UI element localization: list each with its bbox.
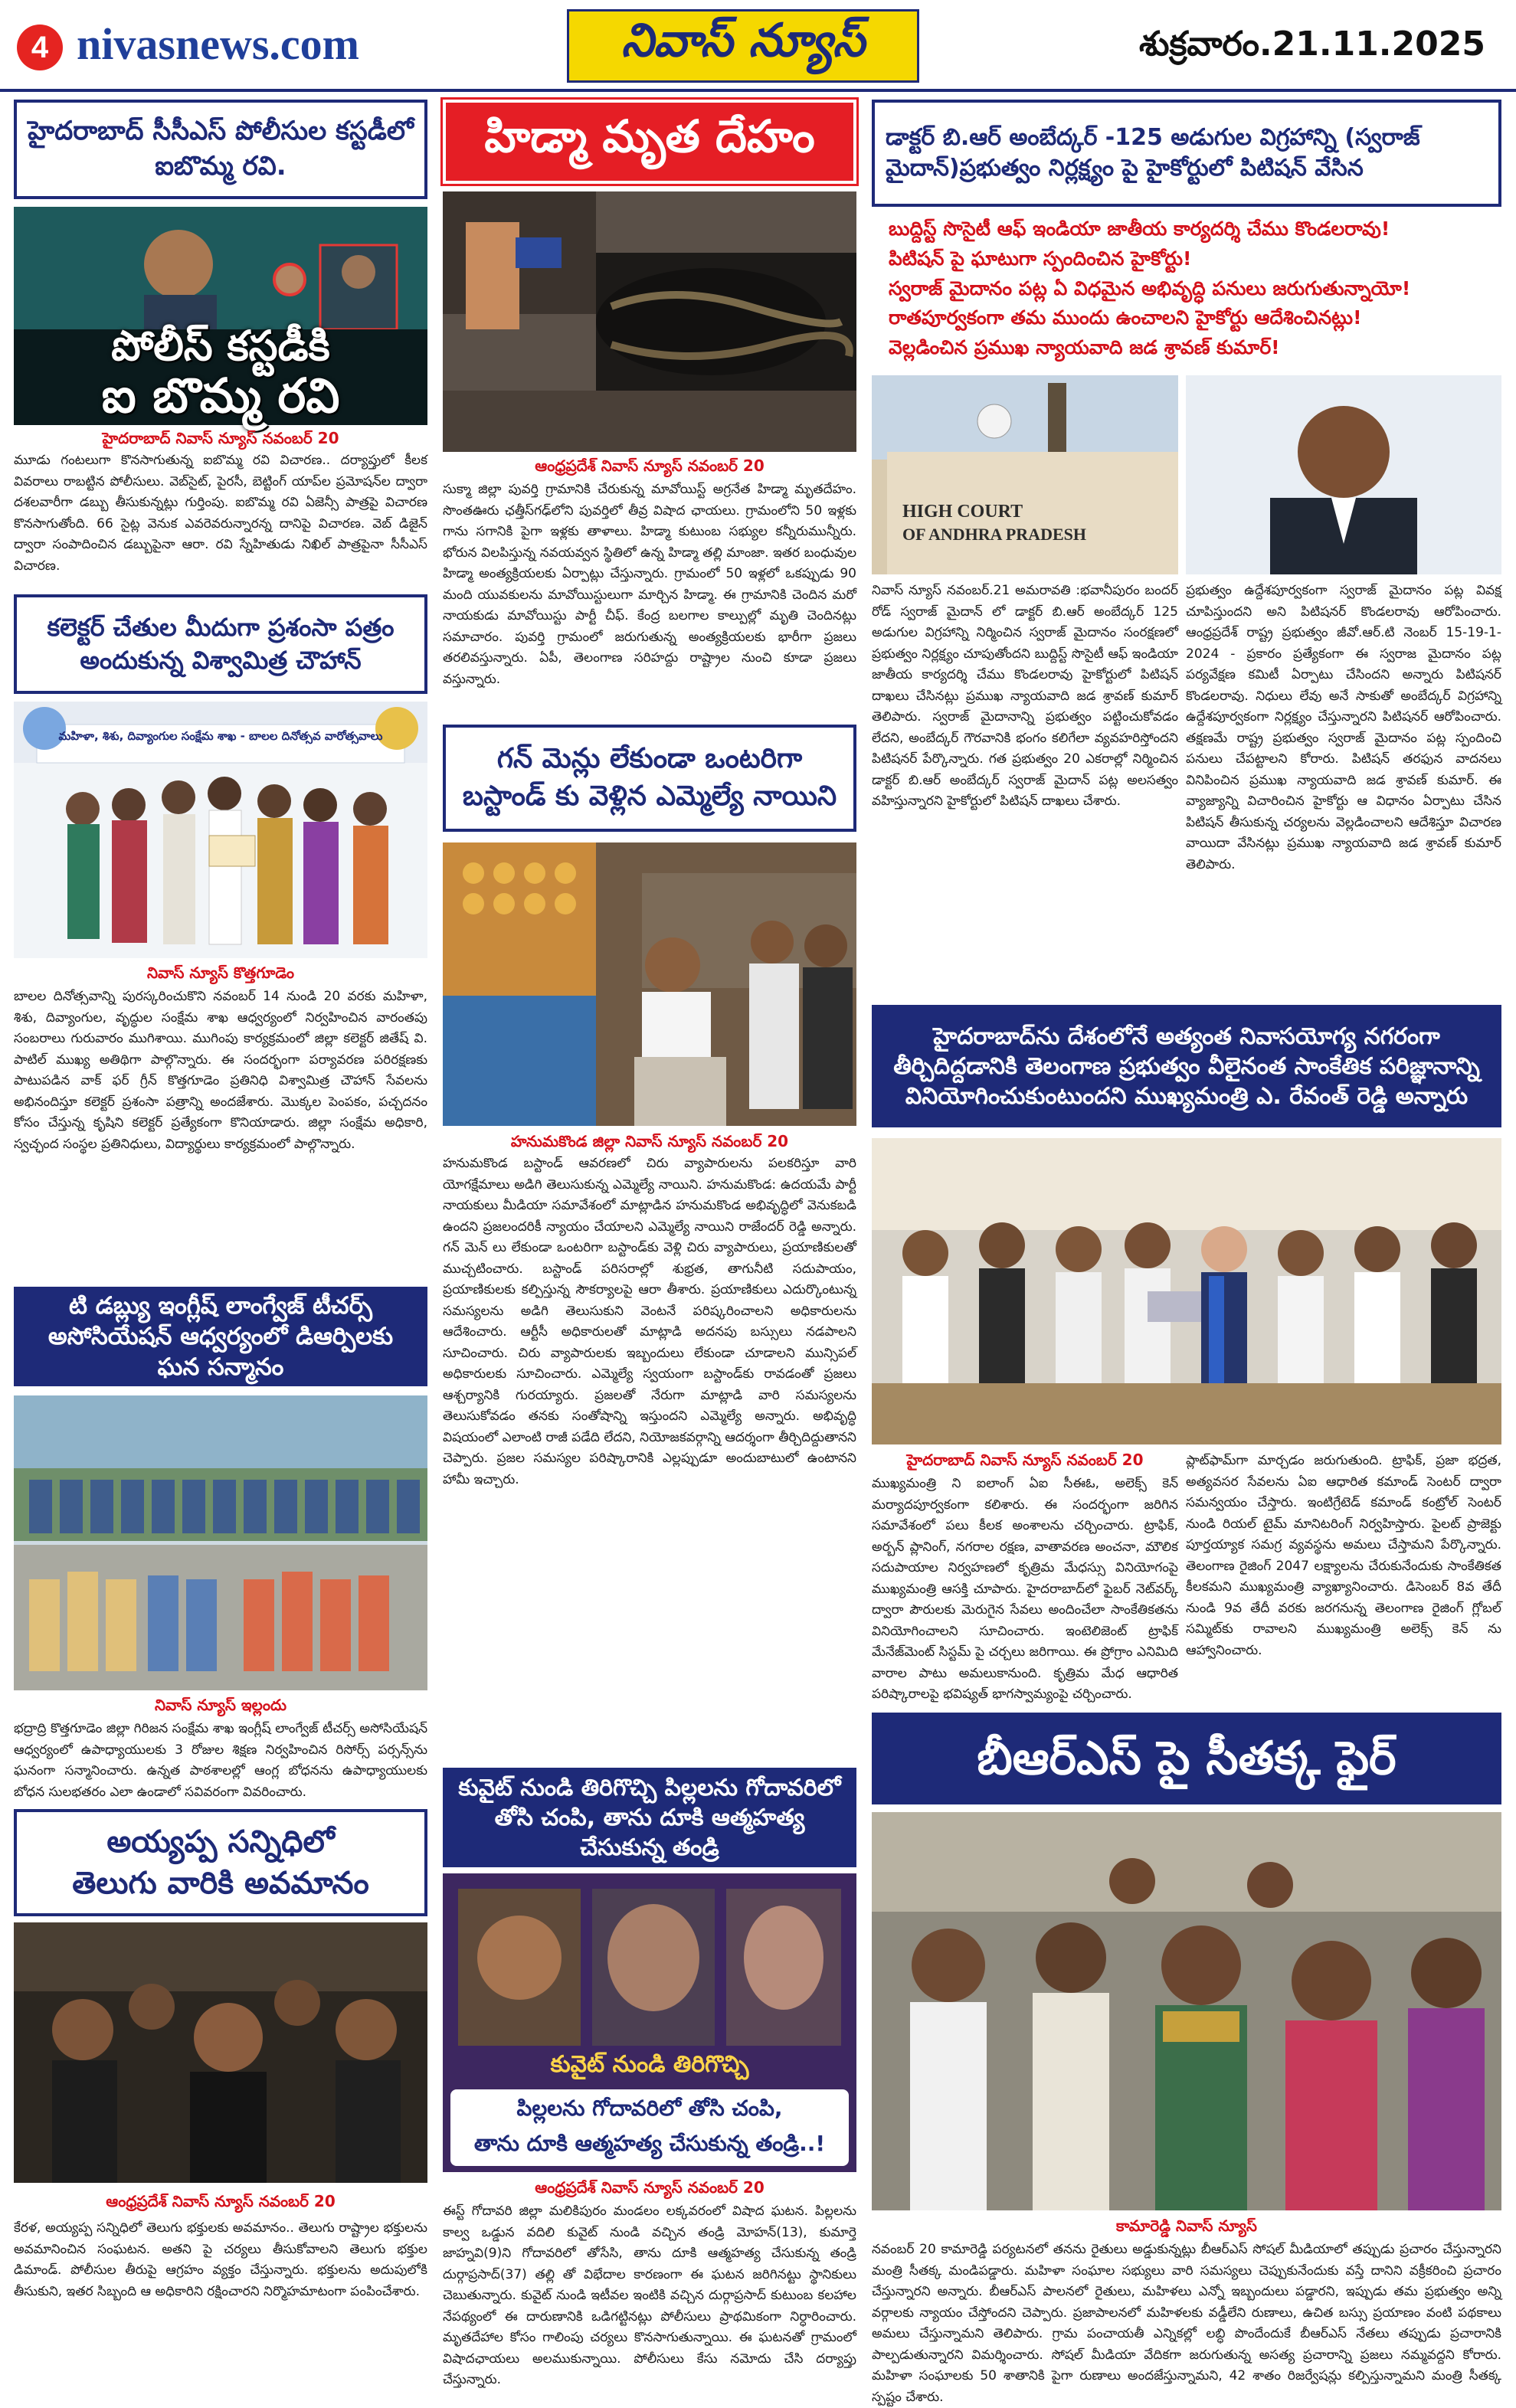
headline-text: హైదరాబాద్‌ను దేశంలోనే అత్యంత నివాసయోగ్య నగరంగా తీర్చిదిద్దడానికి తెలంగాణ ప్రభుత్వం వీలైనంత సాంకేతిక పరిజ్ఞానాన్ని వినియోగించుకుంటుందని ముఖ్యమంత్రి ఎ. రేవంత్ రెడ్డి అన్నారు xyxy=(893,1022,1480,1110)
byline-revanth: హైదరాబాద్ నివాస్ న్యూస్ నవంబర్ 20 xyxy=(906,1451,1144,1469)
body-hidma: సుక్మా జిల్లా పువర్తి గ్రామానికి చేరుకున్న మావోయిస్ట్ అగ్రనేత హిడ్మా మృతదేహం. సొంతఊరు ఛత్తీస్‌గఢ్‌లోని పువర్తిలో తీవ్ర విషాద ఛాయలు. గ్రామంలోని 50 ఇళ్లకు గాను సగానికి పైగా ఇళ్లకు తాళాలు. హిడ్మా కుటుంబ సభ్యుల కన్నీరుమున్నీరు. భోరున విలపిస్తున్న నవయవ్వన స్థితిలో ఉన్న హిడ్మా తల్లి మాంజా. ఇతర బంధువుల హిడ్మా అంత్యక్రియలకు ఏర్పాట్లు చేస్తున్నారు. గ్రామంలో 50 ఇళ్లలో ఒకప్పుడు 90 మంది యువకులను మావోయిస్టులుగా మార్చిన హిడ్మా. ఈ గ్రామానికి చెందిన మరో నాయకుడు మావోయిస్టు పార్టీ చీఫ్. కేంద్ర బలగాల కాల్పుల్లో మృతి చెందినట్లు సమాచారం. పువర్తి గ్రామంలో జరుగుతున్న అంత్యక్రియలకు భారీగా ప్రజలు తరలివస్తున్నారు. ఏపీ, తెలంగాణ సరిహద్దు రాష్ట్రాల నుంచి కూడా ప్రజలు వస్తున్నారు. xyxy=(443,482,856,687)
headline-text: టి డబ్ల్యు ఇంగ్లీష్ లాంగ్వేజ్ టీచర్స్ అసోసియేషన్ ఆధ్వర్యంలో డిఆర్పిలకు ఘన సన్మానం xyxy=(47,1291,394,1382)
body-collector: బాలల దినోత్సవాన్ని పురస్కరించుకొని నవంబర్ 14 నుండి 20 వరకు మహిళా, శిశు, దివ్యాంగుల, వృద్ధుల సంక్షేమ శాఖ ఆధ్వర్యంలో నిర్వహించిన వారంతపు సంబరాలు గురువారం ముగిశాయి. ముగింపు కార్యక్రమంలో జిల్లా కలెక్టర్ జితేష్ వి. పాటిల్ ముఖ్య అతిథిగా పాల్గొన్నారు. ఈ సందర్భంగా పర్యావరణ పరిరక్షణకు పాటుపడిన వాక్ ఫర్ గ్రీన్ కొత్తగూడెం ప్రతినిధి విశ్వామిత్ర చౌహాన్ సేవలను అభినందిస్తూ కలెక్టర్ ప్రశంసా పత్రాన్ని అందజేశారు. మొక్కల పెంపకం, పచ్చదనం కోసం చేస్తున్న కృషిని కలెక్టర్ ప్రత్యేకంగా కొనియాడారు. జిల్లా సంక్షేమ అధికారి, స్వచ్ఛంద సంస్థల ప్రతినిధులు, విద్యార్థులు కార్యక్రమంలో పాల్గొన్నారు. xyxy=(14,989,427,1152)
photo-cm-graphic xyxy=(872,1138,1501,1444)
site-name[interactable]: nivasnews.com xyxy=(77,19,359,69)
photo-advocate-graphic xyxy=(1186,375,1501,574)
photo-caption-box xyxy=(450,2089,849,2166)
photo-court-graphic xyxy=(872,375,1178,574)
photo-collector-award xyxy=(14,702,427,958)
headline-line1: అయ్యప్ప సన్నిధిలో xyxy=(106,1824,335,1860)
issue-date: శుక్రవారం.21.11.2025 xyxy=(1139,25,1485,64)
headline-seethakka xyxy=(872,1713,1501,1804)
headline-text: బీఆర్ఎస్ పై సీతక్క ఫైర్ xyxy=(977,1732,1396,1785)
body-mla: హనుమకొండ బస్టాండ్ ఆవరణలో చిరు వ్యాపారులను పలకరిస్తూ వారి యోగక్షేమాలు అడిగి తెలుసుకున్న ఎమ్మెల్యే నాయిని. హనుమకొండ: ఉదయమే పార్టీ నాయకులు మీడియా సమావేశంలో మాట్లాడిన హనుమకొండ అభివృద్ధిలో వెనుకబడి ఉందని ప్రజలందరికీ న్యాయం చేయాలని ఎమ్మెల్యే నాయిని రాజేందర్ రెడ్డి అన్నారు. గన్ మెన్ లు లేకుండా ఒంటరిగా బస్టాండ్‌కు వెళ్లి చిరు వ్యాపారులు, ప్రయాణికులతో ముచ్చటించారు. బస్టాండ్ పరిసరాల్లో శుభ్రత, తాగునీటి సదుపాయం, ప్రయాణికులకు కల్పిస్తున్న సౌకర్యాలపై ఆరా తీశారు. ప్రయాణికులు ఎదుర్కొంటున్న సమస్యలను అడిగి తెలుసుకుని వెంటనే పరిష్కరించాలని అధికారులను ఆదేశించారు. ఆర్టీసీ అధికారులతో మాట్లాడి అదనపు బస్సులు నడపాలని సూచించారు. చిరు వ్యాపారులకు ఇబ్బందులు లేకుండా చూడాలని మున్సిపల్ అధికారులకు సూచించారు. ఎమ్మెల్యే స్వయంగా బస్టాండ్‌కు రావడంతో ప్రజలు ఆశ్చర్యానికి గురయ్యారు. ప్రజలతో నేరుగా మాట్లాడి వారి సమస్యలను తెలుసుకోవడం తనకు సంతోషాన్ని ఇస్తుందని ఎమ్మెల్యే అన్నారు. అభివృద్ధి విషయంలో ఎలాంటి రాజీ పడేది లేదని, నియోజకవర్గాన్ని ఆదర్శంగా తీర్చిదిద్దుతానని చెప్పారు. ప్రజల సమస్యల పరిష్కారానికి ఎల్లప్పుడూ అందుబాటులో ఉంటానని హామీ ఇచ్చారు. xyxy=(443,1156,856,1487)
headline-collector-award xyxy=(14,594,427,694)
photo-cm-meeting xyxy=(872,1138,1501,1444)
body-ambedkar-right: ప్రభుత్వం ఉద్దేశపూర్వకంగా స్వరాజ్ మైదానం పట్ల వివక్ష చూపిస్తుందని అని పిటిషనర్ కొండలరావు ఆరోపించారు. ఆంధ్రప్రదేశ్ రాష్ట్ర ప్రభుత్వం జీవో.ఆర్.టి నెంబర్ 15-19-1-2024 - ప్రకారం ప్రత్యేకంగా ఈ స్వరాజ మైదానం పట్ల పర్యవేక్షణ కమిటీ ఏర్పాటు చేసిందని అన్నారు పిటిషనర్ కొండలరావు. నిధులు లేవు అనే సాకుతో అంబేద్కర్ విగ్రహాన్ని ఉద్దేశపూర్వకంగా నిర్లక్ష్యం చేస్తున్నారని పిటిషనర్ ఆరోపించారు. తక్షణమే రాష్ట్ర ప్రభుత్వం స్వరాజ్ మైదానం పట్ల స్పందించి పనులు చేపట్టాలని కోరారు. పిటిషన్ తరఫున వాదనలు వినిపించిన ప్రముఖ న్యాయవాది జడ శ్రావణ్ కుమార్. ఈ వ్యాజ్యాన్ని విచారించిన హైకోర్టు ఆ విధానం ఏర్పాటు చేసిన పిటిషన్ తీసుకున్న చర్యలను వెల్లడించాలని ఆదేశిస్తూ విచారణ వాయిదా వేసినట్లు ప్రముఖ న్యాయవాది జడ శ్రావణ్ కుమార్ తెలిపారు. xyxy=(1186,583,1501,872)
byline-collector: నివాస్ న్యూస్ కొత్తగూడెం xyxy=(146,964,295,982)
bullet-3: స్వరాజ్ మైదానం పట్ల ఏ విధమైన అభివృద్ధి పనులు జరుగుతున్నాయో! xyxy=(889,276,1411,299)
headline-text: గన్ మెన్లు లేకుండా ఒంటరిగా బస్టాండ్ కు వెళ్లిన ఎమ్మెల్యే నాయిని xyxy=(462,743,837,812)
photo-ayyappa xyxy=(14,1922,427,2183)
body-ibomma: మూడు గంటలుగా కొనసాగుతున్న ఐబొమ్మ రవి విచారణ.. దర్యాప్తులో కీలక వివరాలు రాబట్టిన పోలీసులు. వెబ్‌సైట్, పైరసీ, బెట్టింగ్ యాప్‌ల ప్రమోషన్‌ల ద్వారా దశలవారీగా డబ్బు తీసుకున్నట్లు గుర్తింపు. ఐబొమ్మ రవి ఏజెన్సీ పాత్రపై విచారణ కొనసాగుతోంది. 66 సైట్ల వెనుక ఎవరెవరున్నారన్న దానిపై విచారణ. వెబ్ డిజైన్ ద్వారా సంపాదించిన డబ్బుపైనా ఆరా. రవి స్నేహితుడు నిఖిల్ పాత్రపైనా సీసీఎస్ విచారణ. xyxy=(14,453,427,574)
photo-teachers-group xyxy=(14,1395,427,1690)
headline-ibomma xyxy=(14,100,427,199)
body-ayyappa: కేరళ, అయ్యప్ప సన్నిధిలో తెలుగు భక్తులకు అవమానం.. తెలుగు రాష్ట్రాల భక్తులను అవమానించిన సంఘటన. అతని పై చర్యలు తీసుకోవాలని తెలుగు భక్తుల డిమాండ్. పోలీసుల తీరుపై ఆగ్రహం వ్యక్తం చేస్తున్నారు. భక్తులను అదుపులోకి తీసుకుని, ఇతర సిబ్బంది ఆ అధికారిని రక్షించారని నిర్మొహమాటంగా పంపించేశారు. xyxy=(14,2220,427,2299)
byline-ayyappa: ఆంధ్రప్రదేశ్ నివాస్ న్యూస్ నవంబర్ 20 xyxy=(106,2192,336,2210)
photo-overlay-line2: ఐ బొమ్మ రవి xyxy=(101,368,340,424)
headline-hidma xyxy=(443,100,856,184)
photo-ayyappa-graphic xyxy=(14,1922,427,2183)
photo-hidma-graphic xyxy=(443,191,856,452)
bullet-2: పిటిషన్ పై ఘాటుగా స్పందించిన హైకోర్టు! xyxy=(889,247,1192,270)
byline-hidma: ఆంధ్రప్రదేశ్ నివాస్ న్యూస్ నవంబర్ 20 xyxy=(535,456,765,475)
body-revanth-right: ప్లాట్‌ఫామ్‌గా మార్చడం జరుగుతుంది. ట్రాఫిక్, ప్రజా భద్రత, అత్యవసర సేవలను ఏఐ ఆధారిత కమాండ్ సెంటర్ ద్వారా సమన్వయం చేస్తారు. ఇంటిగ్రేటెడ్ కమాండ్ కంట్రోల్ సెంటర్ నుండి రియల్ టైమ్ మానిటరింగ్ నిర్వహిస్తారు. పైలట్ ప్రాజెక్టు పూర్తయ్యాక సమగ్ర వ్యవస్థను అమలు చేస్తామని పేర్కొన్నారు. తెలంగాణ రైజింగ్ 2047 లక్ష్యాలను చేరుకునేందుకు సాంకేతికత కీలకమని ముఖ్యమంత్రి వ్యాఖ్యానించారు. డిసెంబర్ 8వ తేదీ నుండి 9వ తేదీ వరకు జరగనున్న తెలంగాణ రైజింగ్ గ్లోబల్ సమ్మిట్‌కు రావాలని ముఖ్యమంత్రి అలెక్స్ కెన్ ను ఆహ్వానించారు. xyxy=(1186,1453,1501,1658)
bullet-1: బుద్దిస్ట్ సొసైటీ ఆఫ్ ఇండియా జాతీయ కార్యదర్శి చేము కొండలరావు! xyxy=(889,218,1390,240)
body-teachers: భద్రాద్రి కొత్తగూడెం జిల్లా గిరిజన సంక్షేమ శాఖ ఇంగ్లీష్ లాంగ్వేజ్ టీచర్స్ అసోసియేషన్ ఆధ్వర్యంలో ఉపాధ్యాయులకు 3 రోజుల శిక్షణ నిర్వహించిన రిసోర్స్ పర్సన్స్‌ను ఘనంగా సన్మానించారు. ఉన్నత పాఠశాలల్లో ఆంగ్ల బోధనను ఉపాధ్యాయులకు బోధన సులభతరం ఎలా ఉండాలో సవివరంగా వివరించారు. xyxy=(14,1721,427,1800)
bullet-4: రాతపూర్వకంగా తమ ముందు ఉంచాలని హైకోర్టు ఆదేశించినట్లు! xyxy=(889,306,1362,329)
photo-caption-bot: తాను దూకి ఆత్మహత్య చేసుకున్న తండ్రి..! xyxy=(473,2131,826,2156)
headline-revanth-reddy xyxy=(872,1005,1501,1127)
newspaper-logo: నివాస్ న్యూస్ xyxy=(567,9,919,83)
byline-mla: హనుమకొండ జిల్లా నివాస్ న్యూస్ నవంబర్ 20 xyxy=(510,1132,789,1150)
headline-text: హిడ్మా మృత దేహం xyxy=(484,110,815,162)
bullet-5: వెల్లడించిన ప్రముఖ న్యాయవాది జడ శ్రావణ్ కుమార్! xyxy=(889,336,1280,358)
headline-line2: తెలుగు వారికి అవమానం xyxy=(72,1866,369,1901)
body-kuwait: ఈస్ట్ గోదావరి జిల్లా మలికిపురం మండలం లక్కవరంలో విషాద ఘటన. పిల్లలను కాల్వ ఒడ్డున వదిలి కువైట్ నుండి వచ్చిన తండ్రి మోహన్(13), కుమార్తె జాహ్నవి(9)ని గోదావరిలో తోసేసి, తాను దూకి ఆత్మహత్య చేసుకున్న తండ్రి దుర్గాప్రసాద్(37) తల్లి తో విభేదాల కారణంగా ఈ ఘటన జరిగినట్టు స్థానికులు చెబుతున్నారు. కువైట్ నుండి ఇటీవల ఇంటికి వచ్చిన దుర్గాప్రసాద్ కుటుంబ కలహాల నేపథ్యంలో ఈ దారుణానికి ఒడిగట్టినట్లు పోలీసులు ప్రాథమికంగా నిర్ధారించారు. మృతదేహాల కోసం గాలింపు చర్యలు కొనసాగుతున్నాయి. ఈ ఘటనతో గ్రామంలో విషాదఛాయలు అలముకున్నాయి. పోలీసులు కేసు నమోదు చేసి దర్యాప్తు చేస్తున్నారు. xyxy=(443,2204,856,2388)
photo-hidma xyxy=(443,191,856,452)
headline-ambedkar xyxy=(872,100,1501,207)
headline-ayyappa xyxy=(14,1809,427,1916)
headline-text: డాక్టర్ బి.ఆర్ అంబేద్కర్ -125 అడుగుల విగ్రహాన్ని (స్వరాజ్ మైదాన్)ప్రభుత్వం నిర్లక్ష్యం పై హైకోర్టులో పిటిషన్ వేసిన xyxy=(886,123,1420,182)
headline-tw-teachers xyxy=(14,1287,427,1386)
photo-kuwait-tragedy xyxy=(443,1873,856,2172)
photo-caption-top: కువైట్ నుండి తిరిగొచ్చి xyxy=(550,2051,749,2078)
body-revanth-left: ముఖ్యమంత్రి ని ఐలాంగ్ ఏఐ సీఈఓ, అలెక్స్ కెన్ మర్యాదపూర్వకంగా కలిశారు. ఈ సందర్భంగా జరిగిన సమావేశంలో పలు కీలక అంశాలను చర్చించారు. ట్రాఫిక్, అర్బన్ ప్లానింగ్, నగరాల రక్షణ, వాతావరణ అంచనా, మౌలిక సదుపాయాల నిర్వహణలో కృత్రిమ మేధస్సు వినియోగంపై ముఖ్యమంత్రి ఆసక్తి చూపారు. హైదరాబాద్‌లో ఫైబర్ నెట్‌వర్క్ ద్వారా పౌరులకు మెరుగైన సేవలు అందించేలా సాంకేతికతను వినియోగించాలని సూచించారు. ఇంటెలిజెంట్ ట్రాఫిక్ మేనేజ్‌మెంట్ సిస్టమ్ పై చర్చలు జరిగాయి. ఈ ప్రోగ్రాం ఎనిమిది వారాల పాటు అమలుకానుంది. కృత్రిమ మేధ ఆధారిత పరిష్కారాలపై భవిష్యత్ భాగస్వామ్యంపై చర్చించారు. xyxy=(872,1476,1178,1703)
headline-text: కలెక్టర్ చేతుల మీదుగా ప్రశంసా పత్రం అందుకున్న విశ్వామిత్ర చౌహాన్ xyxy=(47,612,395,675)
headline-kuwait-tragedy xyxy=(443,1768,856,1867)
photo-overlay-line1: పోలీస్ కస్టడీకి xyxy=(111,322,330,370)
photo-advocate xyxy=(1186,375,1501,574)
court-sign-line2: OF ANDHRA PRADESH xyxy=(902,525,1086,544)
photo-high-court xyxy=(872,375,1178,574)
body-ambedkar-left: నివాస్ న్యూస్ నవంబర్.21 అమరావతి :భవానీపురం బందర్ రోడ్ స్వరాజ్ మైదాన్ లో డాక్టర్ బి.ఆర్ అంబేద్కర్ 125 అడుగుల విగ్రహాన్ని నిర్మించిన స్వరాజ్ మైదానం సంరక్షణలో ప్రభుత్వం నిర్లక్ష్యం చూపుతోందని బుద్దిస్ట్ సొసైటీ ఆఫ్ ఇండియా జాతీయ కార్యదర్శి చేము కొండలరావు హైకోర్టులో పిటిషన్ దాఖలు చేసినట్లు ప్రముఖ న్యాయవాది జడ శ్రావణ్ కుమార్ తెలిపారు. స్వరాజ్ మైదానాన్ని ప్రభుత్వం పట్టించుకోవడం లేదని, అంబేద్కర్ గౌరవానికి భంగం కలిగేలా వ్యవహరిస్తోందని పిటిషనర్ పేర్కొన్నారు. గత ప్రభుత్వం 20 ఎకరాల్లో నిర్మించిన డాక్టర్ బి.ఆర్ అంబేద్కర్ స్వరాజ్ మైదాన్ పట్ల అలసత్వం వహిస్తున్నారని హైకోర్టులో పిటిషన్ దాఖలు చేశారు. xyxy=(872,583,1178,810)
photo-banner-text: మహిళా, శిశు, దివ్యాంగుల సంక్షేమ శాఖ - బాలల దినోత్సవ వారోత్సవాలు xyxy=(58,729,383,743)
photo-mla-graphic xyxy=(443,842,856,1126)
byline-ibomma: హైదరాబాద్ నివాస్ న్యూస్ నవంబర్ 20 xyxy=(102,429,339,447)
photo-seethakka xyxy=(872,1812,1501,2210)
photo-caption-mid: పిల్లలను గోదావరిలో తోసి చంపి, xyxy=(516,2096,783,2121)
byline-kuwait: ఆంధ్రప్రదేశ్ నివాస్ న్యూస్ నవంబర్ 20 xyxy=(535,2178,765,2197)
headline-mla-naini xyxy=(443,725,856,832)
byline-seethakka: కామారెడ్డి నివాస్ న్యూస్ xyxy=(1116,2217,1257,2235)
photo-seethakka-graphic xyxy=(872,1812,1501,2210)
byline-teachers: నివాస్ న్యూస్ ఇల్లందు xyxy=(154,1696,287,1714)
ambedkar-bullets xyxy=(889,214,1501,363)
photo-teachers-graphic xyxy=(14,1395,427,1690)
headline-text: కువైట్ నుండి తిరిగొచ్చి పిల్లలను గోదావరిలో తోసి చంపి, తాను దూకి ఆత్మహత్య చేసుకున్న తండ్రి xyxy=(458,1774,841,1861)
photo-ibomma-ravi xyxy=(14,207,427,425)
masthead xyxy=(0,0,1516,92)
photo-mla-naini xyxy=(443,842,856,1126)
body-seethakka: నవంబర్ 20 కామారెడ్డి పర్యటనలో తనను రైతులు అడ్డుకున్నట్లు బీఆర్ఎస్ సోషల్ మీడియాలో తప్పుడు ప్రచారం చేస్తున్నారని మంత్రి సీతక్క మండిపడ్డారు. మహిళా సంఘాల సభ్యులు వారి సమస్యలు చెప్పుకునేందుకు వస్తే దానిని వక్రీకరించి ప్రచారం చేస్తున్నారని అన్నారు. బీఆర్ఎస్ పాలనలో రైతులు, మహిళలు ఎన్నో ఇబ్బందులు పడ్డారని, ఇప్పుడు తమ ప్రభుత్వం అన్ని వర్గాలకు న్యాయం చేస్తోందని చెప్పారు. ప్రజాపాలనలో మహిళలకు వడ్డీలేని రుణాలు, ఉచిత బస్సు ప్రయాణం వంటి పథకాలు అమలు చేస్తున్నామని తెలిపారు. గ్రామ పంచాయతీ ఎన్నికల్లో లబ్ధి పొందేందుకే బీఆర్ఎస్ నేతలు తప్పుడు ప్రచారానికి పాల్పడుతున్నారని విమర్శించారు. సోషల్ మీడియా వేదికగా జరుగుతున్న అసత్య ప్రచారాన్ని ప్రజలు నమ్మవద్దని కోరారు. మహిళా సంఘాలకు 50 శాతానికి పైగా రుణాలు అందజేస్తున్నామని, 42 శాతం రిజర్వేషన్లు కల్పిస్తున్నామని మంత్రి సీతక్క స్పష్టం చేశారు. xyxy=(872,2242,1501,2405)
headline-text: హైదరాబాద్ సీసీఎస్ పోలీసుల కస్టడీలో ఐబొమ్మ రవి. xyxy=(28,116,414,182)
page-number: 4 xyxy=(17,25,63,70)
court-sign-line1: HIGH COURT xyxy=(902,502,1023,522)
